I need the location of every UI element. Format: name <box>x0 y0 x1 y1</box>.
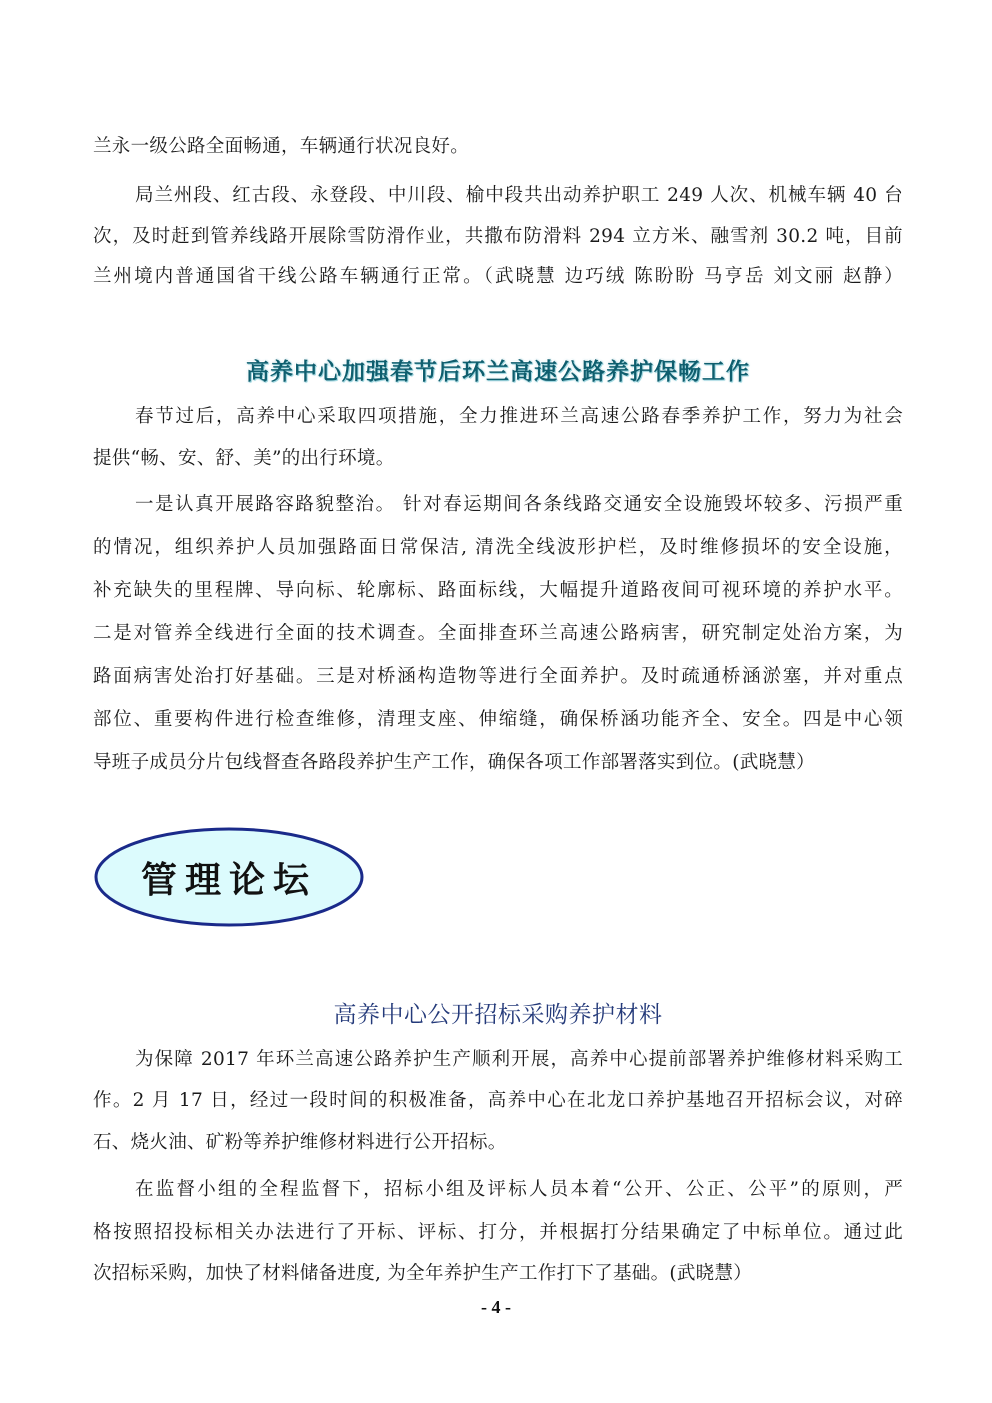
text-line: 格按照招投标相关办法进行了开标、评标、打分，并根据打分结果确定了中标单位。通过此 <box>93 1222 903 1243</box>
text-line: 在监督小组的全程监督下，招标小组及评标人员本着“公开、公正、公平”的原则，严 <box>135 1179 903 1200</box>
section-badge <box>93 826 365 928</box>
text-line: 部位、重要构件进行检查维修，清理支座、伸缩缝，确保桥涵功能齐全、安全。四是中心领 <box>93 709 903 730</box>
badge-label: 管理论坛 <box>140 858 317 901</box>
text-line: 石、烧火油、矿粉等养护维修材料进行公开招标。 <box>93 1132 507 1153</box>
text-line: 次招标采购，加快了材料储备进度, 为全年养护生产工作打下了基础。(武晓慧） <box>93 1263 753 1284</box>
article-title: 高养中心加强春节后环兰高速公路养护保畅工作 <box>246 359 750 385</box>
text-line: 路面病害处治打好基础。三是对桥涵构造物等进行全面养护。及时疏通桥涵淤塞，并对重点 <box>93 666 903 687</box>
text-line: 次，及时赶到管养线路开展除雪防滑作业，共撒布防滑料 294 立方米、融雪剂 30.2 吨，目前 <box>93 226 903 247</box>
page-number: - 4 - <box>481 1297 511 1317</box>
text-line: 兰永一级公路全面畅通，车辆通行状况良好。 <box>93 136 470 157</box>
text-line: 二是对管养全线进行全面的技术调查。全面排查环兰高速公路病害，研究制定处治方案，为 <box>93 623 903 644</box>
text-line: 作。2 月 17 日，经过一段时间的积极准备，高养中心在北龙口养护基地召开招标会议，对碎 <box>93 1090 903 1111</box>
text-line: 春节过后，高养中心采取四项措施，全力推进环兰高速公路春季养护工作，努力为社会 <box>135 406 903 427</box>
text-line: 一是认真开展路容路貌整治。 针对春运期间各条线路交通安全设施毁坏较多、污损严重 <box>135 494 903 515</box>
text-line: 局兰州段、红古段、永登段、中川段、榆中段共出动养护职工 249 人次、机械车辆 40 台 <box>135 185 903 206</box>
text-line: 提供“畅、安、舒、美”的出行环境。 <box>93 448 395 469</box>
text-line: 导班子成员分片包线督查各路段养护生产工作，确保各项工作部署落实到位。(武晓慧） <box>93 752 815 773</box>
text-line: 补充缺失的里程牌、导向标、轮廓标、路面标线，大幅提升道路夜间可视环境的养护水平。 <box>93 580 903 601</box>
text-line: 兰州境内普通国省干线公路车辆通行正常。（武晓慧 边巧绒 陈盼盼 马亨岳 刘文丽 赵静） <box>93 266 903 287</box>
text-line: 为保障 2017 年环兰高速公路养护生产顺利开展，高养中心提前部署养护维修材料采购工 <box>135 1049 903 1070</box>
text-line: 的情况，组织养护人员加强路面日常保洁, 清洗全线波形护栏，及时维修损坏的安全设施， <box>93 537 903 558</box>
article-title-2: 高养中心公开招标采购养护材料 <box>333 1002 663 1028</box>
